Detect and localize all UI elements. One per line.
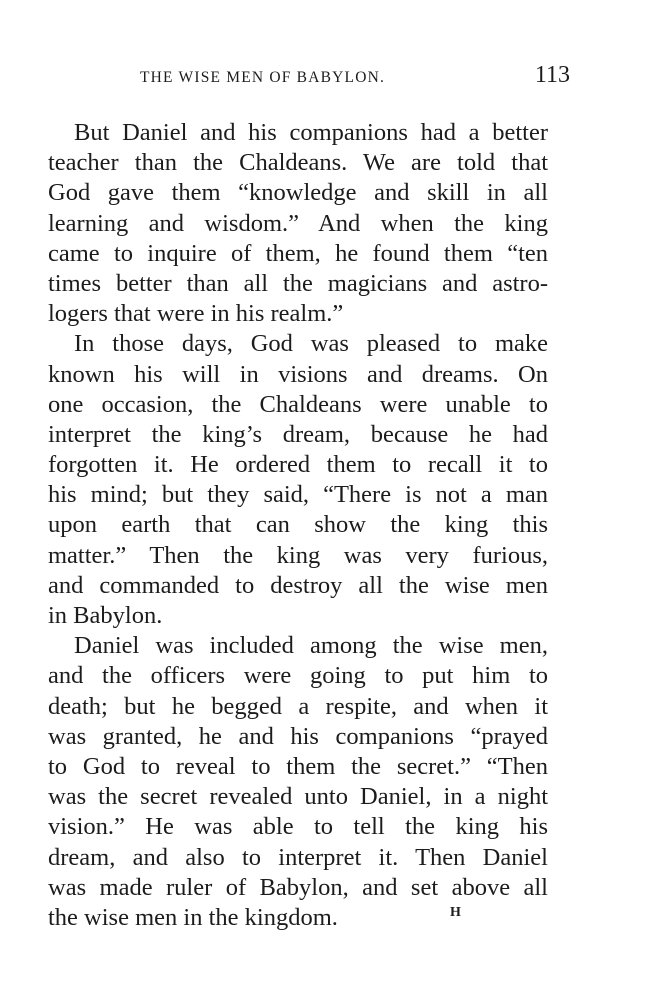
paragraph bbox=[48, 631, 548, 933]
text-line: was granted, he and his companions “prayed bbox=[48, 722, 548, 750]
text-line: vision.” He was able to tell the king his bbox=[48, 813, 548, 841]
text-line: upon earth that can show the king this bbox=[48, 511, 548, 539]
text-line: dream, and also to interpret it. Then Daniel bbox=[48, 843, 548, 871]
text-line: But Daniel and his companions had a better bbox=[74, 119, 548, 146]
text-line: God gave them “knowledge and skill in all bbox=[48, 179, 548, 207]
text-line: was the secret revealed unto Daniel, in a night bbox=[48, 783, 548, 811]
paragraph bbox=[48, 118, 548, 329]
text-line: interpret the king’s dream, because he had bbox=[48, 420, 548, 448]
text-line: learning and wisdom.” And when the king bbox=[48, 209, 548, 237]
text-line: in Babylon. bbox=[48, 602, 163, 629]
text-line: death; but he begged a respite, and when it bbox=[48, 692, 548, 720]
text-line: matter.” Then the king was very furious, bbox=[48, 541, 548, 569]
text-line: In those days, God was pleased to make bbox=[74, 330, 548, 358]
text-line: the wise men in the kingdom. bbox=[48, 903, 338, 931]
running-title: THE WISE MEN OF BABYLON. bbox=[140, 69, 386, 86]
text-line: came to inquire of them, he found them “ten bbox=[48, 239, 548, 267]
text-line: forgotten it. He ordered them to recall it to bbox=[48, 451, 548, 479]
running-head bbox=[48, 62, 568, 92]
paragraph bbox=[48, 329, 548, 631]
text-line: known his will in visions and dreams. On bbox=[48, 360, 548, 388]
text-line: and commanded to destroy all the wise men bbox=[48, 571, 548, 599]
signature-mark: H bbox=[450, 905, 462, 920]
text-line: one occasion, the Chaldeans were unable to bbox=[48, 390, 548, 418]
text-line: and the officers were going to put him to bbox=[48, 662, 548, 690]
text-line: was made ruler of Babylon, and set above all bbox=[48, 873, 548, 901]
page-number: 113 bbox=[534, 62, 570, 88]
text-line: his mind; but they said, “There is not a man bbox=[48, 481, 548, 509]
text-line: times better than all the magicians and astro- bbox=[48, 269, 548, 297]
text-line: to God to reveal to them the secret.” “Then bbox=[48, 752, 548, 780]
body-text bbox=[48, 118, 548, 933]
text-line: Daniel was included among the wise men, bbox=[74, 632, 548, 660]
text-line: logers that were in his realm.” bbox=[48, 300, 344, 328]
text-line: teacher than the Chaldeans. We are told that bbox=[48, 149, 548, 177]
